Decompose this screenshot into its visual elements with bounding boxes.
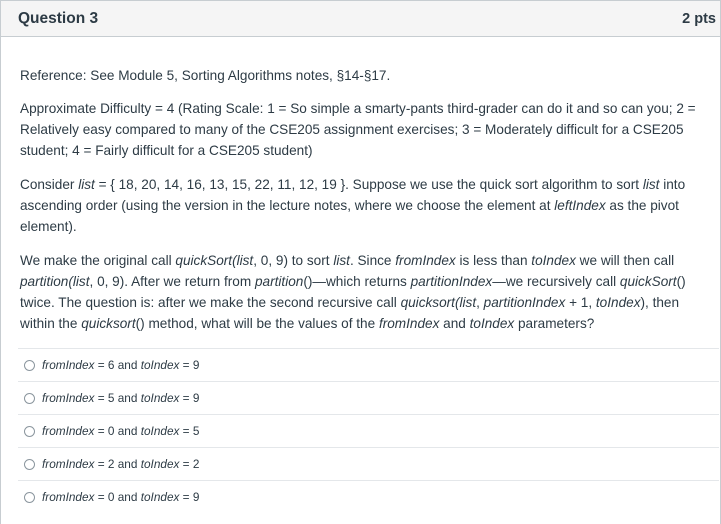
answer-term: fromIndex <box>42 391 95 405</box>
answer-option-1[interactable] <box>18 348 719 381</box>
code-term: quicksort(list <box>400 295 477 310</box>
text-fragment: , 0, 9). After we return from <box>89 274 255 289</box>
answer-term: fromIndex <box>42 490 95 504</box>
answer-label <box>42 424 199 438</box>
question-header <box>1 0 720 37</box>
answer-label <box>42 358 199 372</box>
answer-label <box>42 490 199 504</box>
text-fragment: as the pivot element). <box>20 198 679 234</box>
answer-term: toIndex <box>140 490 180 504</box>
code-term: partition <box>254 274 304 289</box>
code-term: partitionIndex <box>410 274 493 289</box>
answer-text: = 9 <box>179 391 200 405</box>
text-fragment: = { 18, 20, 14, 16, 13, 15, 22, 11, 12, 19 }. Suppose we use the quick sort algorithm to sort <box>94 177 643 192</box>
answer-term: fromIndex <box>42 457 95 471</box>
answer-term: fromIndex <box>42 358 95 372</box>
answer-label <box>42 457 199 471</box>
answer-text: = 9 <box>179 358 200 372</box>
radio-button[interactable] <box>24 393 35 404</box>
answer-text: = 6 and <box>94 358 141 372</box>
answer-label <box>42 391 199 405</box>
answer-text: = 5 and <box>94 391 141 405</box>
problem-paragraph <box>20 174 703 237</box>
answer-term: toIndex <box>140 358 180 372</box>
radio-button[interactable] <box>24 426 35 437</box>
code-term: quicksort <box>81 316 136 331</box>
answer-option-3[interactable] <box>18 414 719 447</box>
text-fragment: —we recursively call <box>492 274 620 289</box>
code-term: list <box>642 177 660 192</box>
answer-text: = 2 <box>179 457 200 471</box>
question-text <box>1 37 720 334</box>
answer-term: toIndex <box>140 457 180 471</box>
code-term: fromIndex <box>395 253 456 268</box>
code-term: partition(list <box>20 274 90 289</box>
answer-text: = 5 <box>179 424 200 438</box>
radio-button[interactable] <box>24 360 35 371</box>
text-fragment: we will then call <box>575 253 675 268</box>
text-fragment: , 0, 9) to sort <box>253 253 334 268</box>
code-term: list <box>333 253 350 268</box>
answer-term: toIndex <box>140 424 180 438</box>
answer-list <box>18 348 719 513</box>
text-fragment: () method, what will be the values of the <box>135 316 379 331</box>
text-fragment: . Since <box>349 253 396 268</box>
difficulty-paragraph: Approximate Difficulty = 4 (Rating Scale: 1 = So simple a smarty-pants third-grader can do it and so can you; 2 = Relatively easy compared to many of the CSE205 assignment exercises; 3 = Moderately difficult for a CSE205 student; 4 = Fairly difficult for a CSE205 student) <box>20 101 696 158</box>
reference-paragraph: Reference: See Module 5, Sorting Algorithms notes, §14-§17. <box>20 68 391 83</box>
radio-button[interactable] <box>24 492 35 503</box>
code-term: list <box>78 177 95 192</box>
text-fragment: parameters? <box>514 316 595 331</box>
radio-button[interactable] <box>24 459 35 470</box>
code-term: quickSort(list <box>175 253 254 268</box>
answer-option-4[interactable] <box>18 447 719 480</box>
text-fragment: , <box>476 295 484 310</box>
answer-term: fromIndex <box>42 424 95 438</box>
text-fragment: is less than <box>455 253 532 268</box>
code-term: toIndex <box>531 253 576 268</box>
text-fragment: + 1, <box>565 295 596 310</box>
text-fragment: and <box>439 316 470 331</box>
question-paragraph <box>20 250 703 334</box>
answer-option-5[interactable] <box>18 480 719 513</box>
code-term: leftIndex <box>554 198 606 213</box>
text-fragment: Consider <box>20 177 79 192</box>
answer-text: = 0 and <box>94 490 141 504</box>
answer-option-2[interactable] <box>18 381 719 414</box>
code-term: toIndex <box>469 316 515 331</box>
code-term: fromIndex <box>378 316 440 331</box>
answer-text: = 9 <box>179 490 200 504</box>
answer-text: = 0 and <box>94 424 141 438</box>
question-points: 2 pts <box>682 10 716 27</box>
text-fragment: ), then within the <box>20 295 680 331</box>
question-title: Question 3 <box>18 9 99 27</box>
code-term: partitionIndex <box>483 295 566 310</box>
answer-term: toIndex <box>140 391 180 405</box>
code-term: quickSort <box>619 274 677 289</box>
code-term: toIndex <box>595 295 641 310</box>
text-fragment: ()—which returns <box>303 274 411 289</box>
answer-text: = 2 and <box>94 457 141 471</box>
text-fragment: () twice. The question is: after we make the second recursive call <box>20 274 686 310</box>
text-fragment: into ascending order (using the version in the lecture notes, where we choose the element at <box>20 177 686 213</box>
text-fragment: We make the original call <box>20 253 176 268</box>
